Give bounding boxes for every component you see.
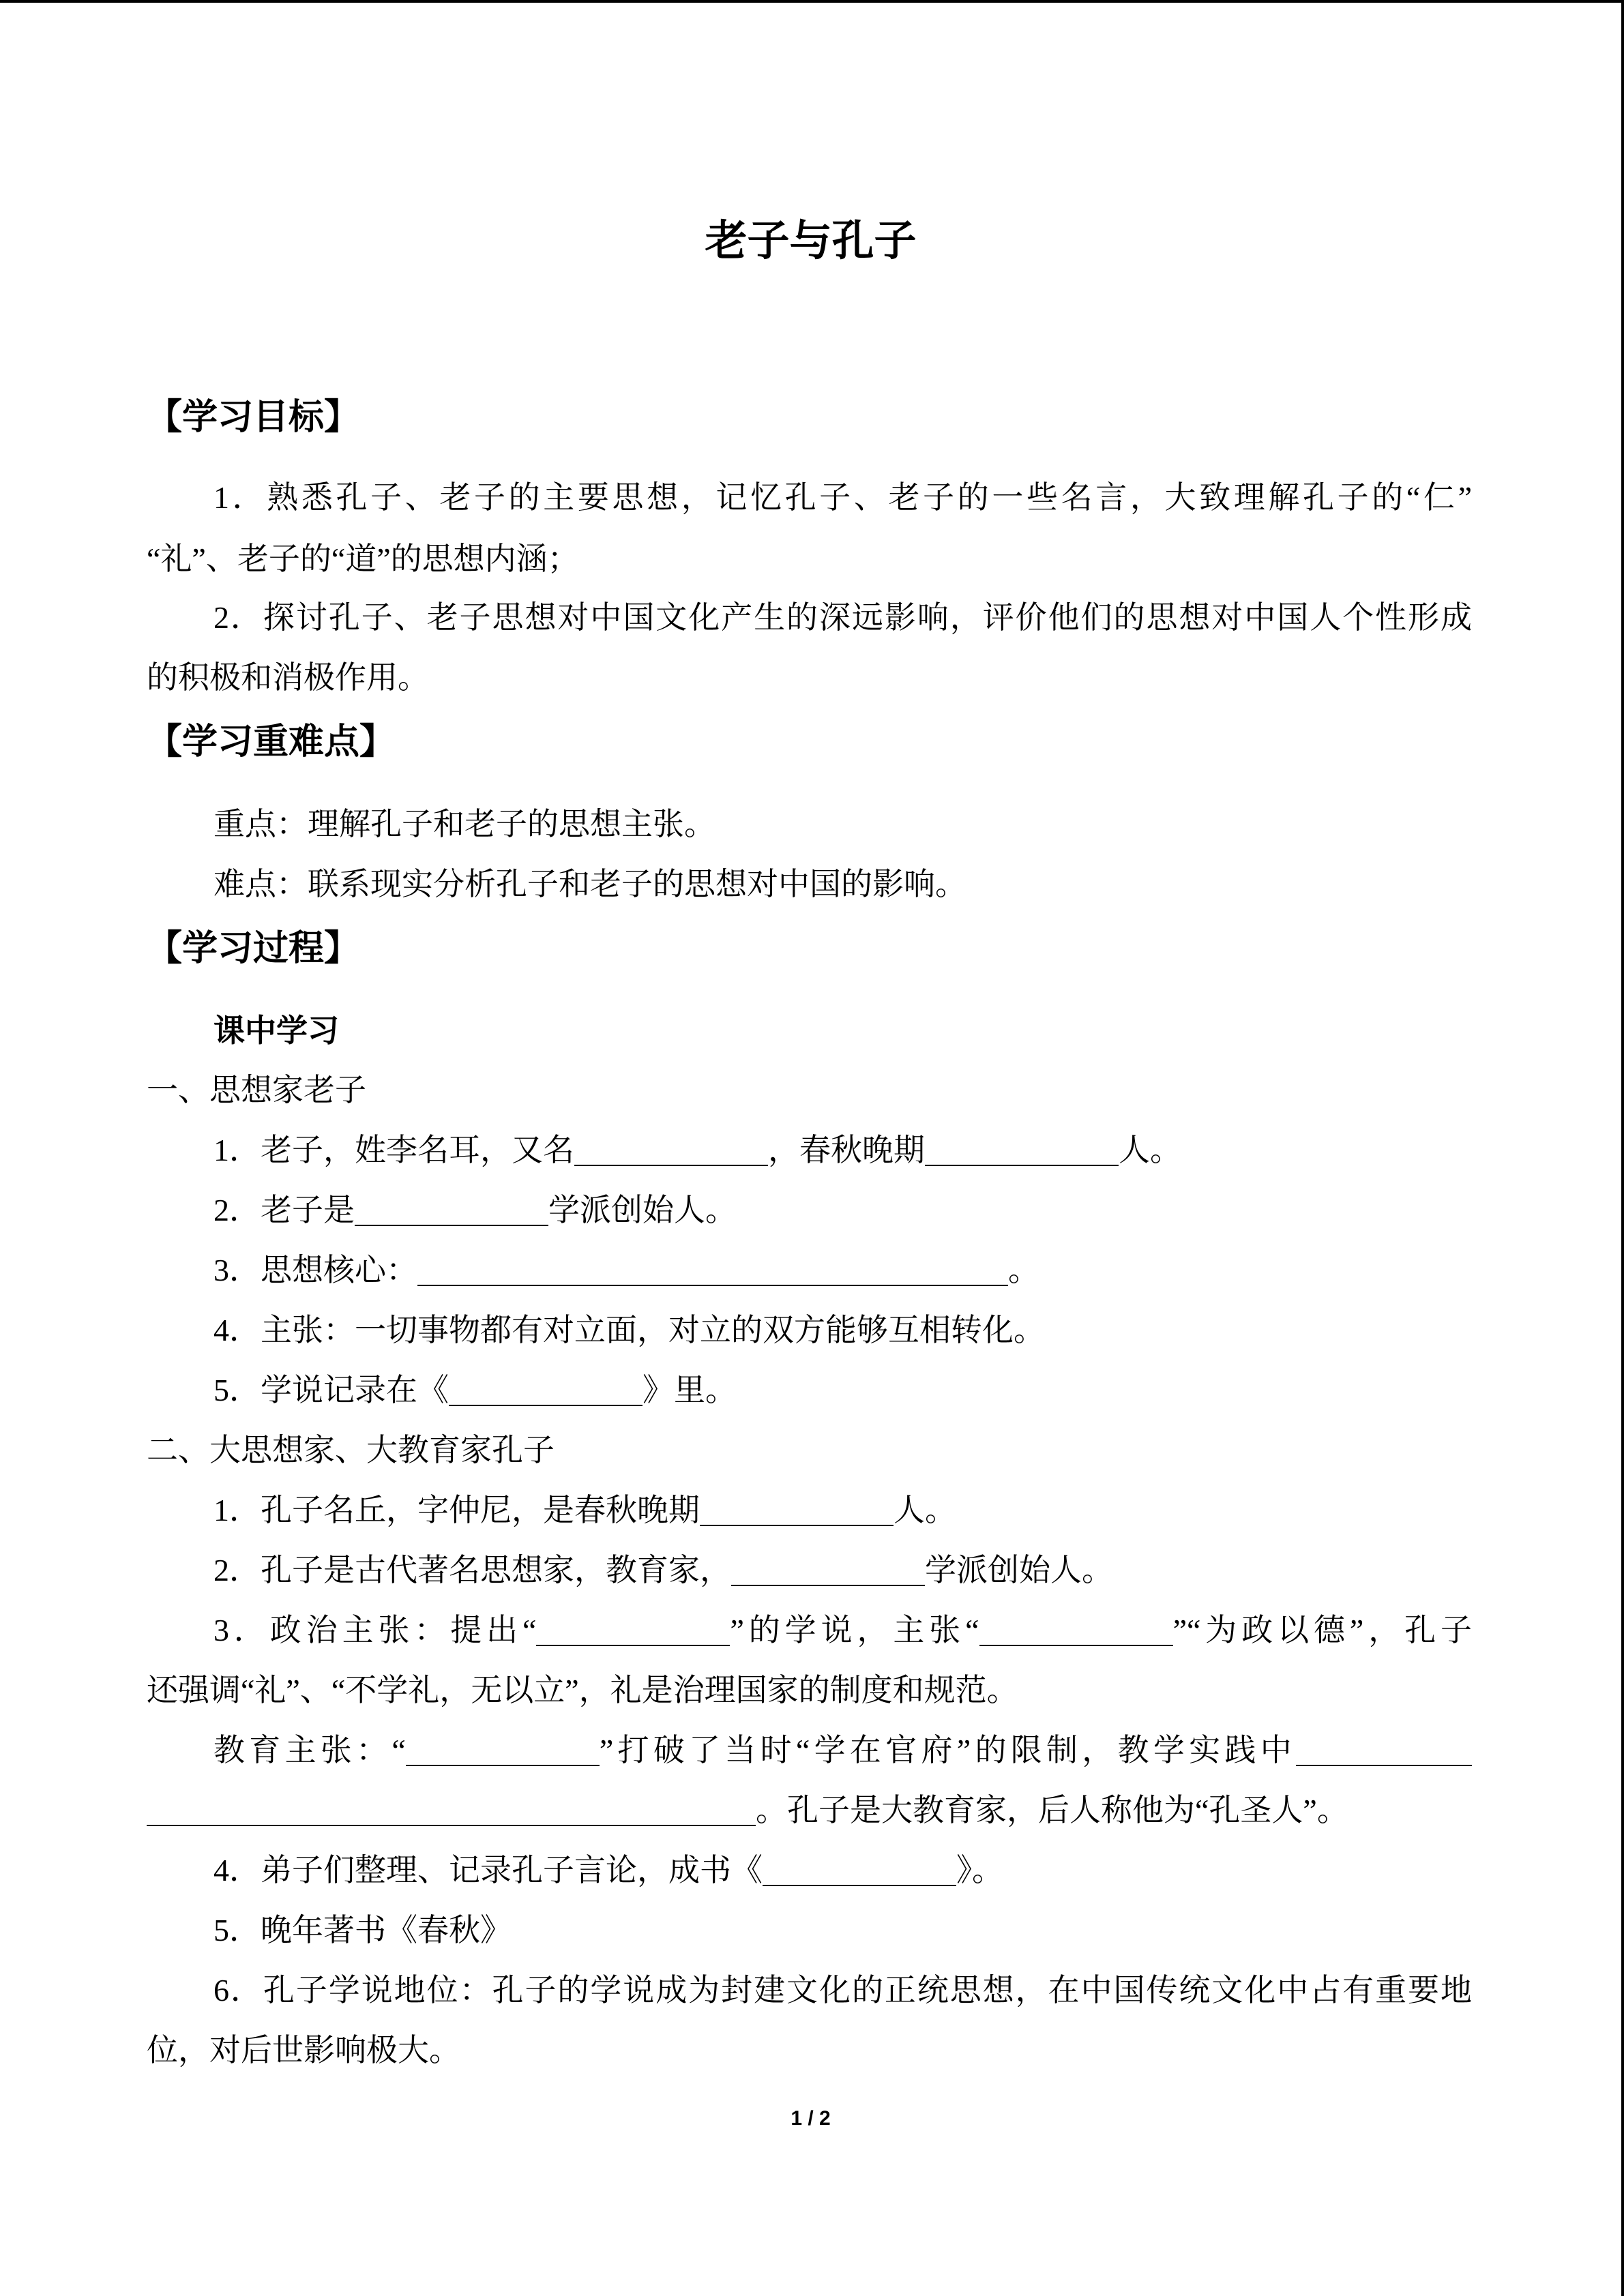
fill-in-blank — [536, 1617, 730, 1646]
line-text: 》。 — [956, 1853, 1003, 1888]
confucius-heading: 二、大思想家、大教育家孔子 — [147, 1433, 555, 1467]
section-heading-key-points: 【学习重难点】 — [147, 722, 396, 762]
fill-in-blank — [731, 1557, 925, 1586]
fill-in-blank — [574, 1137, 768, 1166]
confucius-item-6-line-1: 6．孔子学说地位：孔子的学说成为封建文化的正统思想，在中国传统文化中占有重要地 — [213, 1973, 1472, 2008]
line-text: 。孔子是大教育家，后人称他为“孔圣人”。 — [756, 1793, 1348, 1828]
confucius-item-3-line-1 — [213, 1600, 1472, 1660]
confucius-item-3-line-2: 还强调“礼”、“不学礼，无以立”，礼是治理国家的制度和规范。 — [147, 1673, 1018, 1708]
line-text: 1．老子，姓李名耳，又名 — [213, 1133, 574, 1167]
subheading-in-class-study: 课中学习 — [213, 1013, 339, 1048]
line-text: ”的学说，主张“ — [730, 1613, 979, 1648]
line-text: 1．孔子名丘，字仲尼，是春秋晚期 — [213, 1493, 700, 1527]
line-text: 3．政治主张：提出“ — [213, 1613, 537, 1648]
key-point-difficulty: 难点：联系现实分析孔子和老子的思想对中国的影响。 — [213, 867, 966, 901]
laozi-item-1 — [213, 1120, 1181, 1180]
laozi-item-4: 4．主张：一切事物都有对立面，对立的双方能够互相转化。 — [213, 1313, 1045, 1347]
section-heading-objectives: 【学习目标】 — [147, 398, 360, 437]
laozi-item-3 — [213, 1240, 1039, 1300]
fill-in-blank — [979, 1617, 1173, 1646]
line-text: ”“为政以德”，孔子 — [1172, 1613, 1472, 1648]
fill-in-blank — [406, 1738, 600, 1766]
line-text: ”打破了当时“学在官府”的限制，教学实践中 — [599, 1733, 1296, 1768]
objective-2-line-1: 2．探讨孔子、老子思想对中国文化产生的深远影响，评价他们的思想对中国人个性形成 — [213, 600, 1472, 635]
laozi-item-2 — [213, 1180, 737, 1240]
objective-1-line-1: 1．熟悉孔子、老子的主要思想，记忆孔子、老子的一些名言，大致理解孔子的“仁” — [213, 480, 1472, 515]
line-text: 学派创始人。 — [548, 1193, 737, 1227]
line-text: 学派创始人。 — [925, 1553, 1113, 1587]
key-point-focus: 重点：理解孔子和老子的思想主张。 — [213, 807, 715, 841]
confucius-item-5: 5．晚年著书《春秋》 — [213, 1913, 512, 1948]
confucius-item-6-line-2: 位，对后世影响极大。 — [147, 2033, 460, 2068]
line-text: 2．孔子是古代著名思想家，教育家， — [213, 1553, 731, 1587]
line-text: 。 — [1008, 1253, 1039, 1287]
fill-in-blank — [417, 1257, 1008, 1286]
line-text: 教育主张：“ — [213, 1733, 406, 1768]
line-text: 3．思想核心： — [213, 1253, 417, 1287]
fill-in-blank — [925, 1137, 1119, 1166]
fill-in-blank — [700, 1497, 894, 1526]
section-heading-process: 【学习过程】 — [147, 929, 360, 968]
line-text: 人。 — [1119, 1133, 1181, 1167]
confucius-education-line-1 — [213, 1720, 1472, 1780]
laozi-item-5 — [213, 1360, 737, 1420]
confucius-item-1 — [213, 1480, 956, 1540]
fill-in-blank — [355, 1197, 548, 1226]
fill-in-blank — [147, 1798, 756, 1826]
page-number: 1 / 2 — [791, 2107, 831, 2130]
fill-in-blank — [449, 1377, 643, 1406]
line-text: ，春秋晚期 — [768, 1133, 925, 1167]
line-text: 5．学说记录在《 — [213, 1373, 449, 1407]
laozi-heading: 一、思想家老子 — [147, 1073, 366, 1107]
fill-in-blank — [1296, 1738, 1472, 1766]
line-text: 2．老子是 — [213, 1193, 355, 1227]
objective-1-line-2: “礼”、老子的“道”的思想内涵； — [147, 541, 579, 576]
confucius-item-4 — [213, 1840, 1003, 1900]
line-text: 人。 — [894, 1493, 956, 1527]
document-title: 老子与孔子 — [705, 218, 917, 265]
confucius-education-line-2 — [147, 1780, 1348, 1840]
line-text: 》里。 — [643, 1373, 737, 1407]
line-text: 4．弟子们整理、记录孔子言论，成书《 — [213, 1853, 763, 1888]
objective-2-line-2: 的积极和消极作用。 — [147, 660, 429, 695]
confucius-item-2 — [213, 1540, 1113, 1600]
fill-in-blank — [763, 1858, 956, 1886]
